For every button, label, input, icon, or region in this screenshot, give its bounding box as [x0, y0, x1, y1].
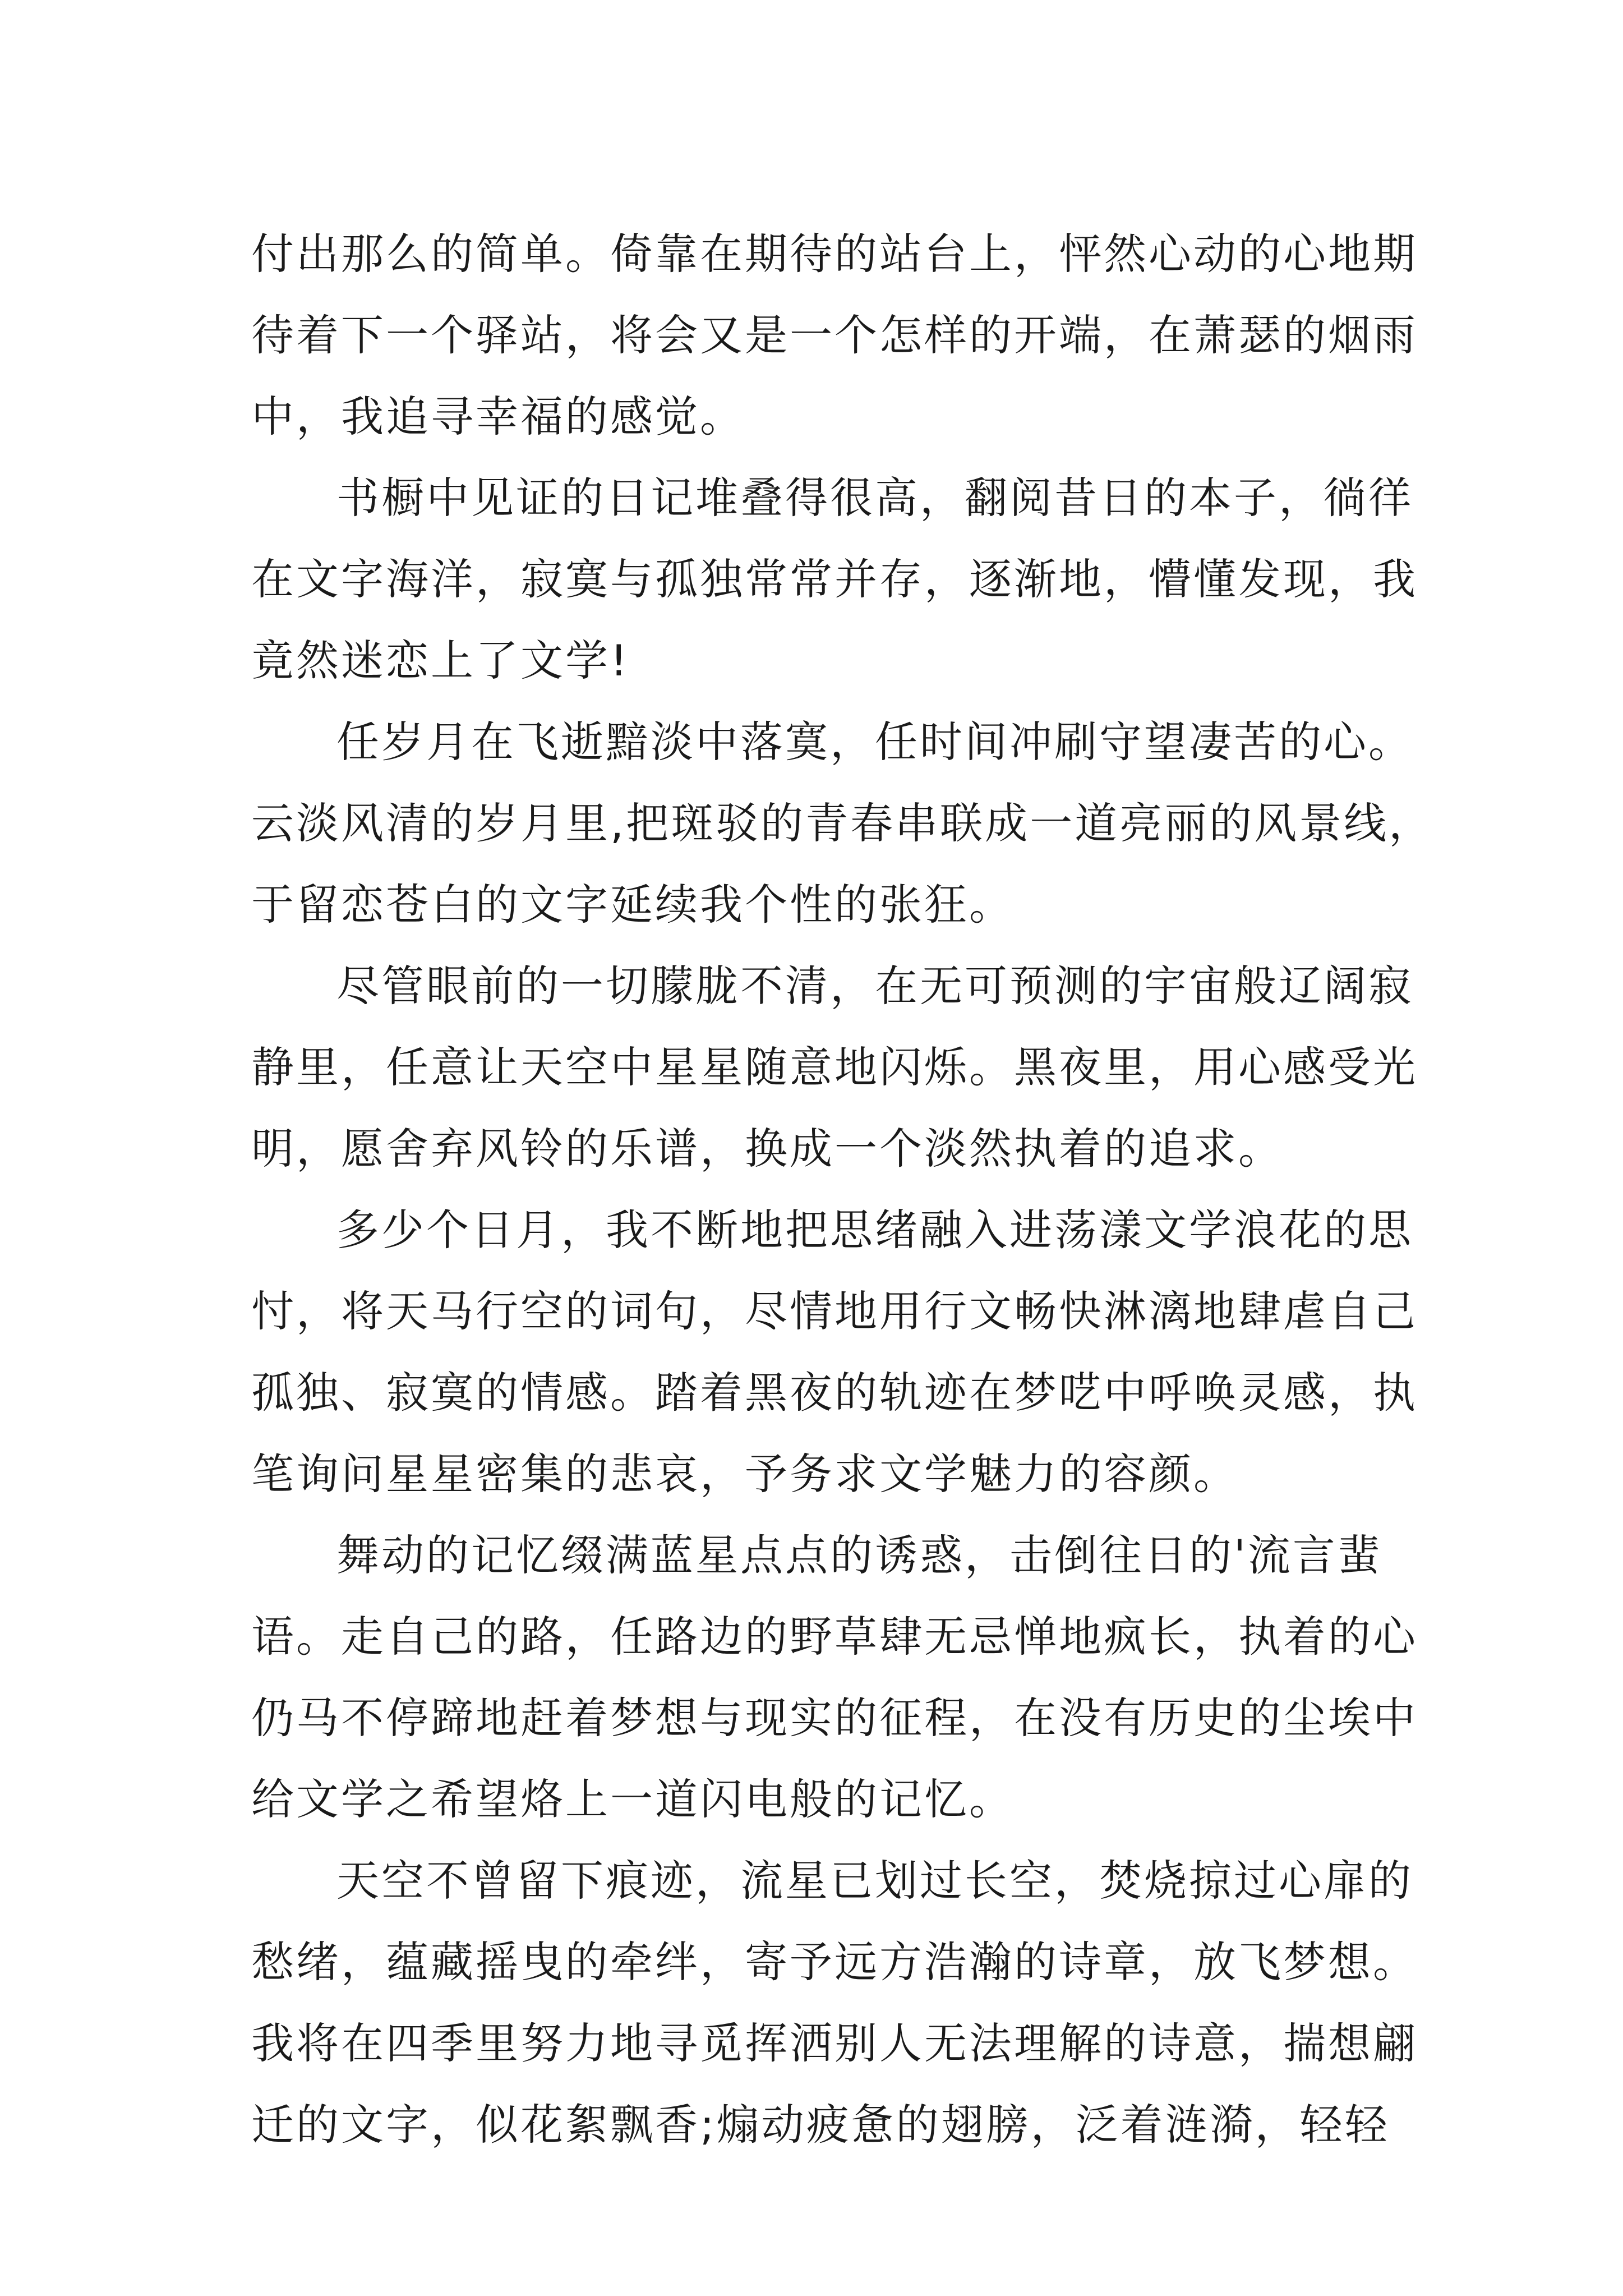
text-line: 语。走自己的路，任路边的野草肆无忌惮地疯长，执着的心 — [251, 1612, 1418, 1662]
text-line: 迁的文字，似花絮飘香;煽动疲惫的翅膀，泛着涟漪，轻轻 — [251, 2100, 1390, 2150]
text-line: 明，愿舍弃风铃的乐谱，换成一个淡然执着的追求。 — [251, 1124, 1283, 1174]
text-line: 忖，将天马行空的词句，尽情地用行文畅快淋漓地肆虐自己 — [251, 1286, 1418, 1336]
text-line: 给文学之希望烙上一道闪电般的记忆。 — [251, 1774, 1014, 1824]
body-text — [251, 213, 1434, 2165]
paragraph-first-line: 书橱中见证的日记堆叠得很高，翻阅昔日的本子，徜徉 — [336, 473, 1413, 523]
text-line: 待着下一个驿站，将会又是一个怎样的开端，在萧瑟的烟雨 — [251, 310, 1418, 360]
paragraph-first-line: 舞动的记忆缀满蓝星点点的诱惑，击倒往日的'流言蜚 — [336, 1530, 1382, 1580]
paragraph-first-line: 天空不曾留下痕迹，流星已划过长空，焚烧掠过心扉的 — [336, 1856, 1413, 1906]
text-line: 于留恋苍白的文字延续我个性的张狂。 — [251, 880, 1014, 930]
text-line: 静里，任意让天空中星星随意地闪烁。黑夜里，用心感受光 — [251, 1042, 1418, 1092]
text-line: 付出那么的简单。倚靠在期待的站台上，怦然心动的心地期 — [251, 229, 1418, 279]
paragraph-first-line: 尽管眼前的一切朦胧不清，在无可预测的宇宙般辽阔寂 — [336, 961, 1413, 1011]
paragraph-first-line: 任岁月在飞逝黯淡中落寞，任时间冲刷守望凄苦的心。 — [336, 717, 1413, 767]
text-line: 笔询问星星密集的悲哀，予务求文学魅力的容颜。 — [251, 1449, 1238, 1499]
text-line: 愁绪，蕴藏摇曳的牵绊，寄予远方浩瀚的诗章，放飞梦想。 — [251, 1937, 1418, 1987]
text-line: 仍马不停蹄地赶着梦想与现实的征程，在没有历史的尘埃中 — [251, 1693, 1418, 1743]
paragraph-first-line: 多少个日月，我不断地把思绪融入进荡漾文学浪花的思 — [336, 1205, 1413, 1255]
text-line: 孤独、寂寞的情感。踏着黑夜的轨迹在梦呓中呼唤灵感，执 — [251, 1368, 1418, 1418]
text-line: 云淡风清的岁月里,把斑驳的青春串联成一道亮丽的风景线， — [251, 798, 1434, 848]
text-line: 在文字海洋，寂寞与孤独常常并存，逐渐地，懵懂发现，我 — [251, 554, 1418, 604]
text-line: 中，我追寻幸福的感觉。 — [251, 392, 745, 441]
text-line: 我将在四季里努力地寻觅挥洒别人无法理解的诗意，揣想翩 — [251, 2018, 1418, 2068]
text-line: 竟然迷恋上了文学! — [251, 636, 630, 685]
